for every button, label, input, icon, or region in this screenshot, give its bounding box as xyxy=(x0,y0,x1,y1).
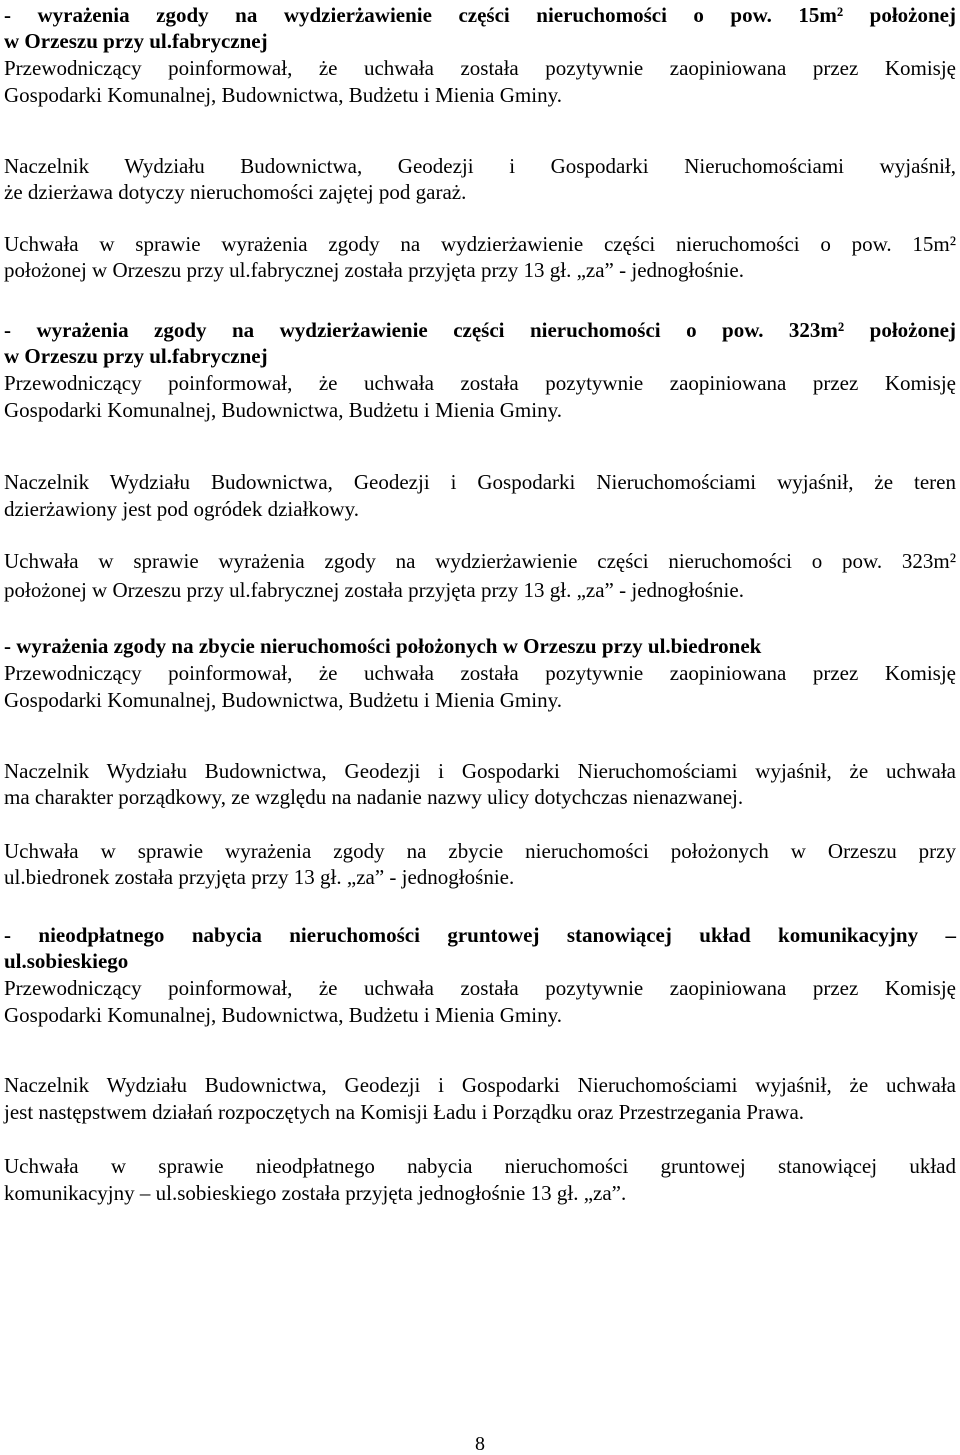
section-1-p1-line-2: Gospodarki Komunalnej, Budownictwa, Budżetu i Mienia Gminy. xyxy=(4,83,562,107)
section-2-p1-line-2: Gospodarki Komunalnej, Budownictwa, Budżetu i Mienia Gminy. xyxy=(4,398,562,422)
section-4-p3-line-1: Uchwała w sprawie nieodpłatnego nabycia nieruchomości gruntowej stanowiącej układ xyxy=(4,1154,956,1178)
page-number: 8 xyxy=(475,1433,485,1455)
section-1-p2-line-1: Naczelnik Wydziału Budownictwa, Geodezji i Gospodarki Nieruchomościami wyjaśnił, xyxy=(4,154,956,178)
section-4-p2-line-2: jest następstwem działań rozpoczętych na Komisji Ładu i Porządku oraz Przestrzegania Prawa. xyxy=(4,1100,805,1124)
section-2-p2-line-2: dzierżawiony jest pod ogródek działkowy. xyxy=(4,497,359,521)
section-3-p3-line-1: Uchwała w sprawie wyrażenia zgody na zbycie nieruchomości położonych w Orzeszu przy xyxy=(4,839,956,863)
section-1-p1-line-1: Przewodniczący poinformował, że uchwała została pozytywnie zaopiniowana przez Komisję xyxy=(4,56,956,80)
section-1-p3-line-1: Uchwała w sprawie wyrażenia zgody na wydzierżawienie części nieruchomości o pow. 15m² xyxy=(4,232,956,256)
section-4-p1-line-2: Gospodarki Komunalnej, Budownictwa, Budżetu i Mienia Gminy. xyxy=(4,1003,562,1027)
section-3-p2-line-1: Naczelnik Wydziału Budownictwa, Geodezji i Gospodarki Nieruchomościami wyjaśnił, że uchwała xyxy=(4,759,956,783)
section-4-heading-line-1: - nieodpłatnego nabycia nieruchomości gruntowej stanowiącej układ komunikacyjny – xyxy=(4,923,956,947)
section-3-p2-line-2: ma charakter porządkowy, ze względu na nadanie nazwy ulicy dotychczas nienazwanej. xyxy=(4,785,744,809)
section-4-p3-line-2: komunikacyjny – ul.sobieskiego została przyjęta jednogłośnie 13 gł. „za”. xyxy=(4,1181,627,1205)
section-2-p3-line-2: położonej w Orzeszu przy ul.fabrycznej została przyjęta przy 13 gł. „za” - jednogłośnie. xyxy=(4,578,744,602)
section-3-p1-line-2: Gospodarki Komunalnej, Budownictwa, Budżetu i Mienia Gminy. xyxy=(4,688,562,712)
section-4-heading-line-2: ul.sobieskiego xyxy=(4,949,129,973)
section-1-heading-line-2: w Orzeszu przy ul.fabrycznej xyxy=(4,29,268,53)
section-1-p3-line-2: położonej w Orzeszu przy ul.fabrycznej została przyjęta przy 13 gł. „za” - jednogłośnie. xyxy=(4,258,744,282)
section-3-p3-line-2: ul.biedronek została przyjęta przy 13 gł. „za” - jednogłośnie. xyxy=(4,865,515,889)
section-4-p1-line-1: Przewodniczący poinformował, że uchwała została pozytywnie zaopiniowana przez Komisję xyxy=(4,976,956,1000)
section-4-p2-line-1: Naczelnik Wydziału Budownictwa, Geodezji i Gospodarki Nieruchomościami wyjaśnił, że uchwała xyxy=(4,1073,956,1097)
section-2-p1-line-1: Przewodniczący poinformował, że uchwała została pozytywnie zaopiniowana przez Komisję xyxy=(4,371,956,395)
section-2-heading-line-1: - wyrażenia zgody na wydzierżawienie części nieruchomości o pow. 323m² położonej xyxy=(4,318,956,342)
section-3-p1-line-1: Przewodniczący poinformował, że uchwała została pozytywnie zaopiniowana przez Komisję xyxy=(4,661,956,685)
section-2-p3-line-1: Uchwała w sprawie wyrażenia zgody na wydzierżawienie części nieruchomości o pow. 323m² xyxy=(4,549,956,573)
section-1-p2-line-2: że dzierżawa dotyczy nieruchomości zajętej pod garaż. xyxy=(4,180,467,204)
section-2-p2-line-1: Naczelnik Wydziału Budownictwa, Geodezji i Gospodarki Nieruchomościami wyjaśnił, że teren xyxy=(4,470,956,494)
section-1-heading-line-1: - wyrażenia zgody na wydzierżawienie części nieruchomości o pow. 15m² położonej xyxy=(4,3,956,27)
section-3-heading-line-1: - wyrażenia zgody na zbycie nieruchomości położonych w Orzeszu przy ul.biedronek xyxy=(4,634,762,658)
section-2-heading-line-2: w Orzeszu przy ul.fabrycznej xyxy=(4,344,268,368)
